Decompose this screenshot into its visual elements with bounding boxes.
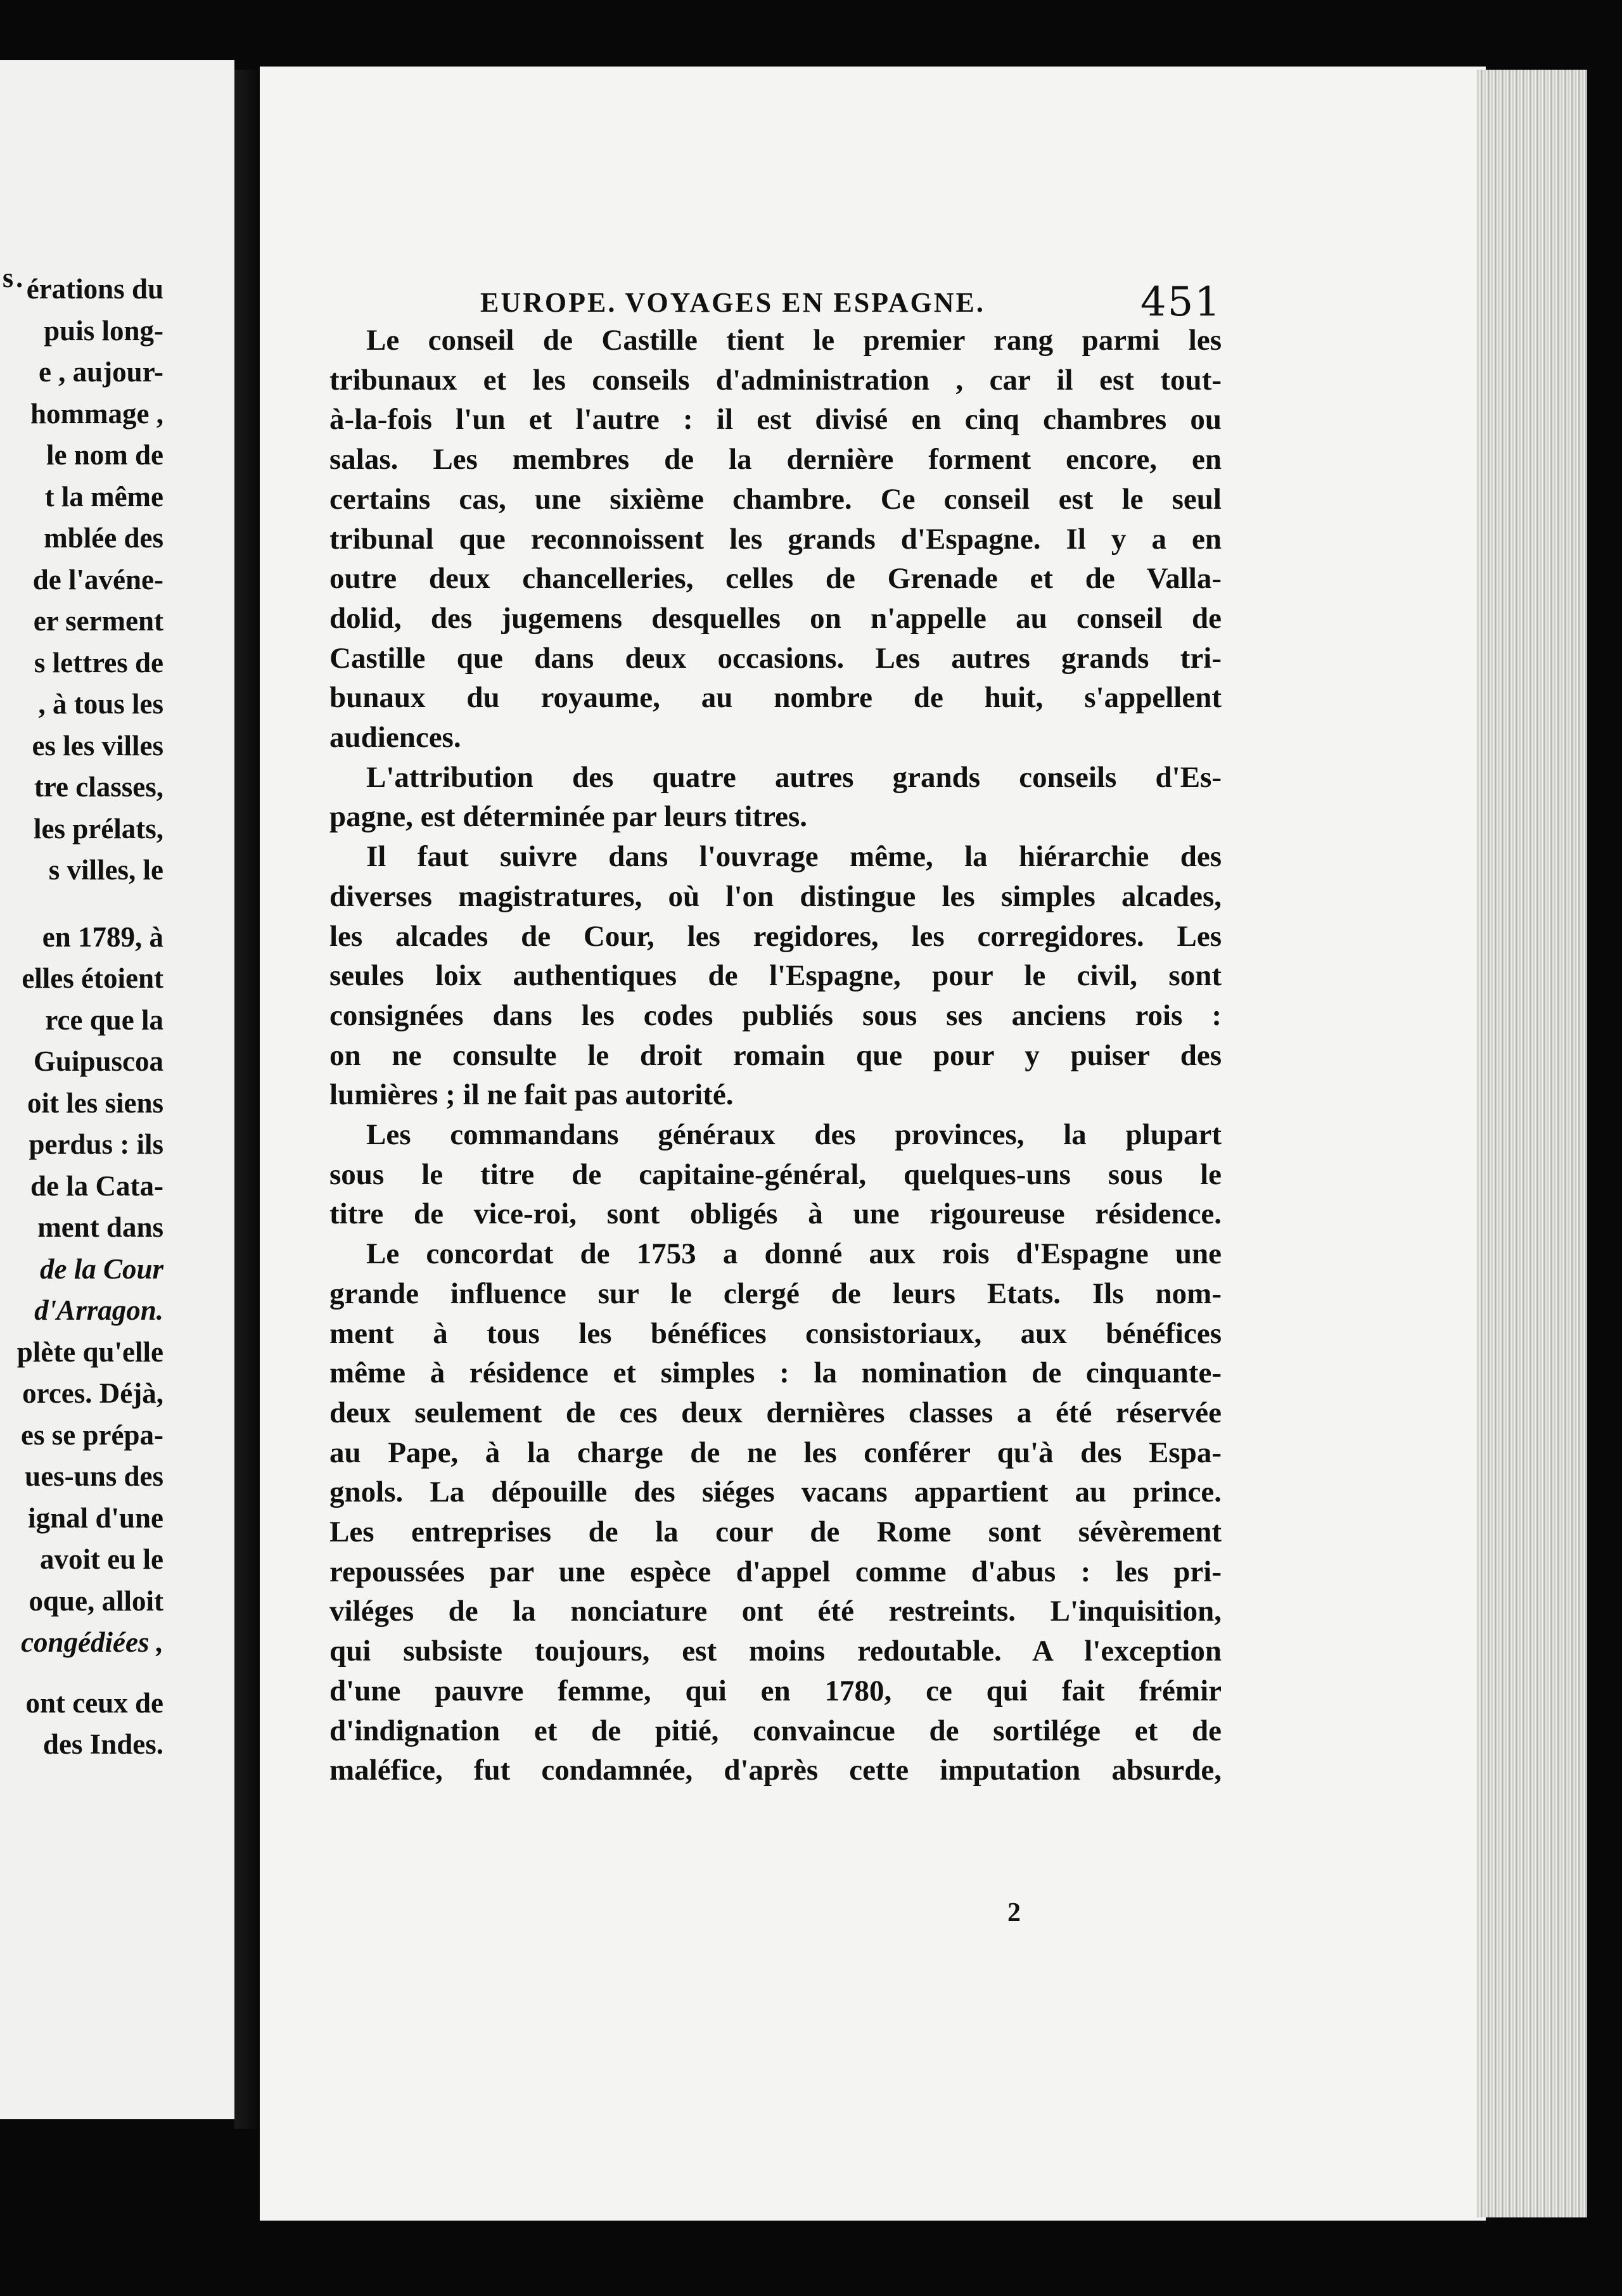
left-page-line: oit les siens [27,1087,163,1119]
body-line: outre deux chancelleries, celles de Grenade et de Valla- [329,562,1222,596]
body-line: gnols. La dépouille des siéges vacans appartient au prince. [329,1476,1222,1509]
left-page-line: d'Arragon. [34,1294,163,1326]
body-line: L'attribution des quatre autres grands conseils d'Es- [366,760,1222,794]
left-page-line: , à tous les [38,688,163,720]
page-number: 451 [1140,279,1222,326]
body-line: à-la-fois l'un et l'autre : il est divisé en cinq chambres ou [329,403,1222,437]
body-line: au Pape, à la charge de ne les conférer qu'à des Espa- [329,1436,1222,1469]
body-line: audiences. [329,721,461,754]
left-page-line: s villes, le [48,854,163,886]
body-line: dolid, des jugemens desquelles on n'appelle au conseil de [329,601,1222,635]
left-page-line: tre classes, [34,771,163,803]
body-line: certains cas, une sixième chambre. Ce conseil est le seul [329,482,1222,516]
body-line: consignées dans les codes publiés sous ses anciens rois : [329,998,1222,1032]
body-line: grande influence sur le clergé de leurs Etats. Ils nom- [329,1277,1222,1310]
left-page-line: ues-uns des [25,1460,163,1492]
left-page-line: érations du [26,273,163,305]
left-page-line: les prélats, [34,812,163,845]
body-line: Il faut suivre dans l'ouvrage même, la hiérarchie des [366,840,1222,874]
left-page-line: de la Cour [39,1253,163,1285]
left-page-line: puis long- [44,314,163,347]
body-line: diverses magistratures, où l'on distingue les simples alcades, [329,879,1222,913]
signature-mark: 2 [1007,1898,1021,1927]
body-line: d'une pauvre femme, qui en 1780, ce qui fait frémir [329,1674,1222,1707]
body-line: Les entreprises de la cour de Rome sont sévèrement [329,1515,1222,1548]
body-line: Castille que dans deux occasions. Les autres grands tri- [329,641,1222,675]
body-line: deux seulement de ces deux dernières classes a été réservée [329,1396,1222,1429]
left-page-line: en 1789, à [42,921,163,953]
body-line: lumières ; il ne fait pas autorité. [329,1078,734,1112]
left-page-line: mblée des [44,522,163,554]
body-line: salas. Les membres de la dernière forment encore, en [329,443,1222,476]
left-page-line: elles étoient [22,962,163,994]
body-line: Les commandans généraux des provinces, la plupart [366,1118,1222,1151]
left-page-line: Guipuscoa [33,1045,163,1077]
body-line: seules loix authentiques de l'Espagne, pour le civil, sont [329,959,1222,993]
left-page-line: de l'avéne- [32,563,163,596]
left-page-line: ment dans [37,1211,163,1243]
body-line: maléfice, fut condamnée, d'après cette imputation absurde, [329,1754,1222,1787]
left-page-line: ignal d'une [28,1502,163,1534]
body-line: Le concordat de 1753 a donné aux rois d'Espagne une [366,1237,1222,1271]
body-line: même à résidence et simples : la nomination de cinquante- [329,1356,1222,1390]
left-page [0,60,234,2119]
left-page-line: de la Cata- [30,1170,163,1202]
left-page-line: perdus : ils [29,1128,163,1160]
left-page-line: rce que la [45,1004,163,1036]
left-page-line: oque, alloit [29,1585,163,1617]
body-line: Le conseil de Castille tient le premier rang parmi les [366,324,1222,357]
body-line: viléges de la nonciature ont été restreints. L'inquisition, [329,1595,1222,1628]
page-edges [1476,70,1587,2217]
body-line: qui subsiste toujours, est moins redoutable. A l'exception [329,1635,1222,1668]
left-page-line: s lettres de [34,646,163,679]
left-page-line: orces. Déjà, [22,1377,163,1409]
body-line: ment à tous les bénéfices consistoriaux, aux bénéfices [329,1317,1222,1350]
left-page-line: e , aujour- [38,356,163,388]
left-page-line: plète qu'elle [16,1336,163,1368]
body-line: sous le titre de capitaine-général, quelques-uns sous le [329,1158,1222,1191]
body-line: titre de vice-roi, sont obligés à une rigoureuse résidence. [329,1197,1222,1231]
left-page-line: hommage , [30,397,163,430]
running-head [480,279,1222,329]
left-page-line: congédiées , [21,1626,163,1658]
left-page-line: avoit eu le [40,1543,163,1575]
left-page-header: s. [3,262,26,293]
left-page-line: des Indes. [42,1728,163,1760]
body-line: les alcades de Cour, les regidores, les corregidores. Les [329,919,1222,953]
left-page-line: ont ceux de [25,1687,163,1719]
left-page-line: le nom de [46,439,163,471]
left-page-line: es se prépa- [21,1419,163,1451]
body-line: tribunaux et les conseils d'administration , car il est tout- [329,363,1222,397]
body-line: tribunal que reconnoissent les grands d'Espagne. Il y a en [329,522,1222,556]
body-line: repoussées par une espèce d'appel comme d'abus : les pri- [329,1555,1222,1588]
left-page-line: es les villes [32,729,163,762]
left-page-line: er serment [33,605,163,637]
body-line: d'indignation et de pitié, convaincue de sortilége et de [329,1714,1222,1747]
body-line: on ne consulte le droit romain que pour y puiser des [329,1038,1222,1072]
body-line: bunaux du royaume, au nombre de huit, s'appellent [329,681,1222,715]
left-page-line: t la même [44,480,163,513]
body-line: pagne, est déterminée par leurs titres. [329,800,808,834]
running-head-title: EUROPE. VOYAGES EN ESPAGNE. [480,287,985,318]
